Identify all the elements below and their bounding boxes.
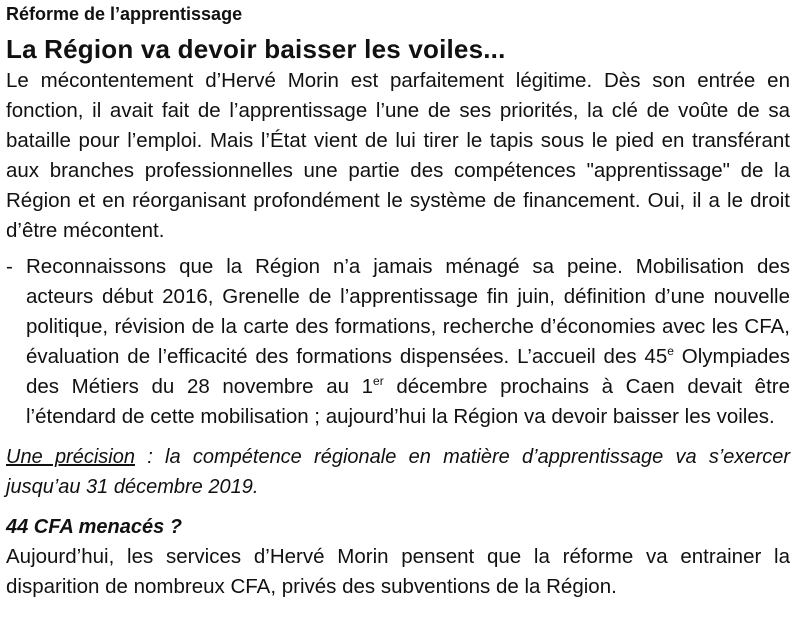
closing-paragraph: Aujourd’hui, les services d’Hervé Morin pensent que la réforme va entrainer la disparition de nombreux CFA, privés des subventions de la Région.: [6, 545, 790, 598]
section-subheading: 44 CFA menacés ?: [6, 516, 183, 538]
article-headline: La Région va devoir baisser les voiles...: [6, 34, 506, 64]
bullet-list: [6, 252, 790, 432]
list-item: [6, 252, 790, 432]
bullet-text-part-3: décembre prochains à Caen devait être l’étendard de cette mobilisation ; aujourd’hui la Région va devoir baisser les voiles.: [26, 375, 790, 428]
precision-note: [6, 442, 790, 502]
dash-marker: -: [6, 255, 13, 278]
intro-paragraph: Le mécontentement d’Hervé Morin est parfaitement légitime. Dès son entrée en fonction, il avait fait de l’apprentissage l’une de ses priorités, la clé de voûte de sa bataille pour l’emploi. Mais l’État vient de lui tirer le tapis sous le pied en transférant aux branches professionnelles une partie des compétences "apprentissage" de la Région et en réorganisant profondément le système de financement. Oui, il a le droit d’être mécontent.: [6, 69, 790, 242]
bullet-text-part-1: Reconnaissons que la Région n’a jamais ménagé sa peine. Mobilisation des acteurs début 2016, Grenelle de l’apprentissage fin juin, définition d’une nouvelle politique, révision de la carte des formations, recherche d’économies avec les CFA, évaluation de l’efficacité des formations dispensées. L’accueil des 45: [26, 255, 790, 368]
ordinal-suffix-er: er: [373, 374, 384, 389]
precision-label: Une précision: [6, 446, 135, 468]
precision-text: : la compétence régionale en matière d’apprentissage va s’exercer jusqu’au 31 décembre 2019.: [6, 446, 790, 498]
bullet-text-part-2: Olympiades des Métiers du 28 novembre au 1: [26, 345, 790, 398]
article-kicker: Réforme de l’apprentissage: [6, 4, 243, 24]
ordinal-suffix-e: e: [667, 344, 674, 359]
